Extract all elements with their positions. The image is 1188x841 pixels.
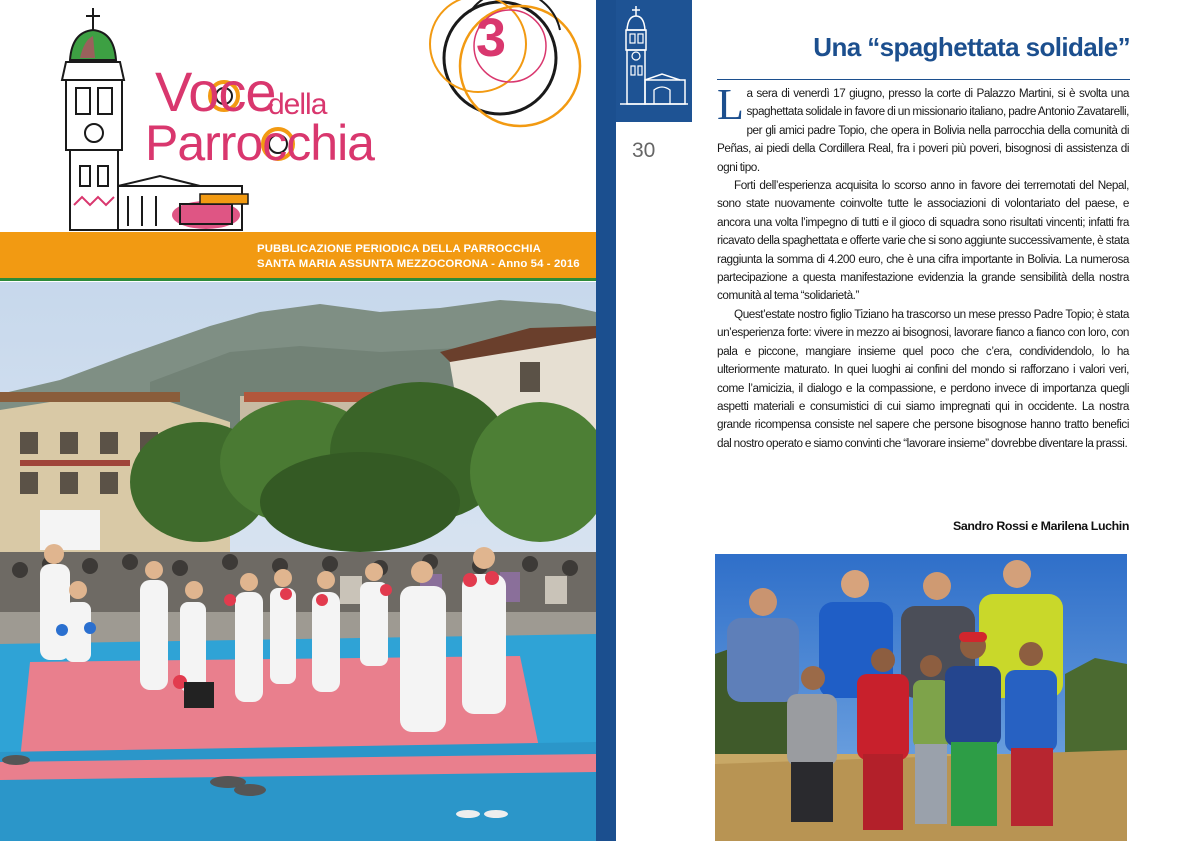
banner-line-publication: PUBBLICAZIONE PERIODICA DELLA PARROCCHIA [257,243,541,255]
article-photo [715,554,1127,841]
page-spine-bar [596,0,616,841]
issue-number: 3 [475,8,507,68]
title-voce: Voce [155,60,276,123]
cover-photo [0,282,596,841]
page-number: 30 [632,139,656,162]
masthead [0,0,596,232]
article-paragraph-1-text: a sera di venerdì 17 giugno, presso la corte di Palazzo Martini, si è svolta una spaghettata solidale in favore di un missionario italiano, padre Antonio Zavatarelli, per gli amici padre Topio, che opera in Bolivia nella parrocchia della comunità di Peñas, ai piedi della Cordillera Real, fra i poveri più poveri, bisognosi di assistenza di ogni tipo. [717,87,1129,174]
banner-rule [0,278,596,281]
article-body [717,80,1129,453]
publication-banner [0,232,596,278]
article-signature: Sandro Rossi e Marilena Luchin [953,519,1129,533]
title-parrocchia: Parrocchia [145,115,374,171]
article-page [596,0,1188,841]
article-paragraph-1 [717,80,1129,177]
article-paragraph-2: Forti dell’esperienza acquisita lo scorso anno in favore dei terremotati del Nepal, sono state nuovamente coinvolte tutte le associazioni di volontariato del paese, e ancora una volta l’impegno di tutti e il gioco di squadra sono risultati vincenti; infatti fra ricavato della spaghettata e offerte varie che si sono aggiunte successivamente, è stata raggiunta la somma di 4.200 euro, che è una cifra importante in Bolivia. La numerosa partecipazione a questa manifestazione evidenzia la grande sensibilità della nostra comunità al tema “solidarietà.” [717,179,1129,303]
church-tower-icon [618,4,690,108]
article-title: Una “spaghettata solidale” [813,32,1130,62]
title-rule [717,79,1130,80]
article-paragraph-3: Quest’estate nostro figlio Tiziano ha trascorso un mese presso Padre Topio; è stata un’esperienza forte: vivere in mezzo ai bisognosi, lavorare fianco a fianco con loro, con pala e piccone, mangiare insieme quel poco che c’era, condividendolo, lo ha ulteriormente maturato. In quei luoghi ai confini del mondo si rafforzano i valori veri, come l’amicizia, il dialogo e la compassione, e perdono invece di importanza quegli aspetti materiali e consumistici di cui siamo impregnati qui in occidente. La nostra grande ricompensa consiste nel sapere che persone bisognose hanno tratto benefici dal nostro operato e siamo convinti che “lavorare insieme” dovrebbe diventare la prassi. [717,307,1129,450]
banner-line-parish: SANTA MARIA ASSUNTA MEZZOCORONA - Anno 54 - 2016 [257,258,580,270]
title-della: della [268,88,327,121]
drop-cap: L [717,80,744,129]
